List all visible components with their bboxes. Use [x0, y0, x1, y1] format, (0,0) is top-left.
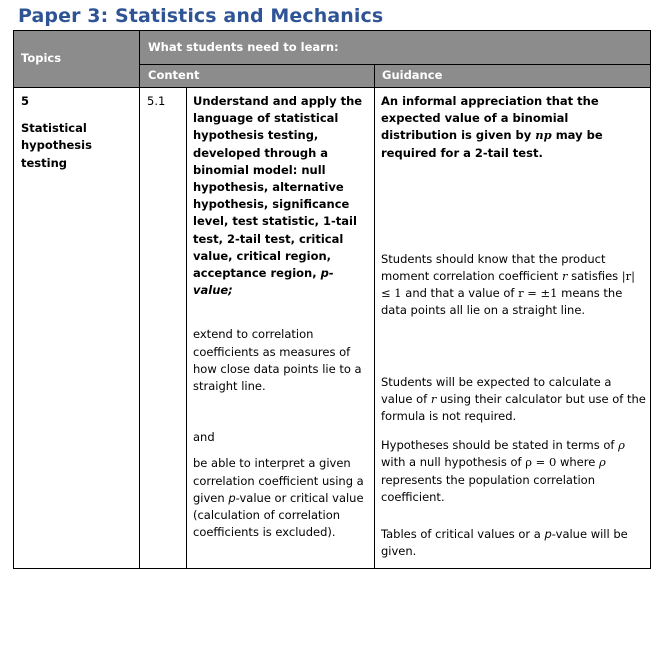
guidance-hypotheses-text-a: Hypotheses should be stated in terms of — [381, 438, 615, 453]
guidance-pmcc-text-b: satisfies — [571, 269, 619, 284]
page-title: Paper 3: Statistics and Mechanics — [18, 5, 384, 27]
content-cell — [187, 88, 375, 569]
header-content: Content — [140, 65, 375, 88]
guidance-binomial-text-b: may be required for a 2-tail test. — [381, 128, 603, 160]
content-main-text: Understand and apply the language of statistical hypothesis testing, developed through a binomial model: null hypothesis, alternative hypothesis, significance level, test statistic, 1-tail test, 2-tail test, critical value, critical region, acceptance region, — [193, 94, 363, 281]
content-interpret — [193, 455, 370, 541]
guidance-pmcc-text-a: Students should know that the product moment correlation coefficient — [381, 251, 606, 284]
guidance-calculator-text-a: Students will be expected to calculate a value of — [381, 374, 612, 406]
guidance-hypotheses-text-b: with a null hypothesis of — [381, 455, 522, 470]
guidance-pmcc-r: r — [561, 269, 568, 284]
guidance-cell — [375, 88, 651, 569]
topic-number: 5 — [21, 94, 30, 108]
guidance-pmcc-abs-r: |r| ≤ 1 — [381, 269, 636, 301]
header-topics: Topics — [14, 31, 140, 88]
header-what-students-need: What students need to learn: — [140, 31, 651, 65]
guidance-calculator-r: r — [430, 391, 437, 406]
guidance-pmcc-r-equals: r = ±1 — [518, 286, 558, 301]
content-extend: extend to correlation coefficients as measures of how close data points lie to a straight line. — [193, 327, 362, 394]
guidance-pmcc-text-c: and that a value of — [405, 286, 515, 301]
guidance-tables — [381, 526, 646, 560]
topic-cell — [14, 88, 140, 569]
guidance-calculator-text-b: using their calculator but use of the formula is not required. — [381, 391, 646, 424]
guidance-hypotheses-rho-equals: ρ = 0 — [525, 455, 557, 470]
guidance-hypotheses-text-d: represents the population correlation coefficient. — [381, 472, 595, 504]
guidance-binomial — [381, 93, 646, 162]
guidance-calculator — [381, 374, 646, 426]
guidance-pmcc — [381, 251, 646, 320]
guidance-tables-text-b: -value will be given. — [381, 527, 628, 559]
topic-name: Statistical hypothesis testing — [21, 121, 92, 170]
content-and: and — [193, 430, 215, 445]
guidance-pmcc-text-d: means the data points all lie on a straight line. — [381, 286, 623, 318]
specification-table — [13, 30, 651, 569]
guidance-tables-p: p — [544, 527, 552, 542]
guidance-hypotheses-rho: ρ — [618, 438, 625, 453]
guidance-binomial-text-a: An informal appreciation that the expected value of a binomial distribution is given by — [381, 94, 599, 143]
content-main — [193, 93, 370, 299]
content-interpret-p: p — [228, 490, 236, 505]
guidance-tables-text-a: Tables of critical values or a — [381, 527, 541, 542]
guidance-hypotheses-rho-2: ρ — [598, 455, 606, 470]
content-main-pvalue: p-value; — [193, 266, 334, 298]
guidance-binomial-np: np — [535, 128, 552, 143]
guidance-hypotheses — [381, 437, 646, 506]
content-reference: 5.1 — [140, 88, 187, 569]
content-interpret-text-a: be able to interpret a given correlation coefficient using a given — [193, 456, 364, 505]
header-guidance: Guidance — [375, 65, 651, 88]
guidance-hypotheses-text-c: where — [559, 455, 596, 470]
content-interpret-text-b: -value or critical value (calculation of correlation coefficients is excluded). — [193, 490, 364, 540]
